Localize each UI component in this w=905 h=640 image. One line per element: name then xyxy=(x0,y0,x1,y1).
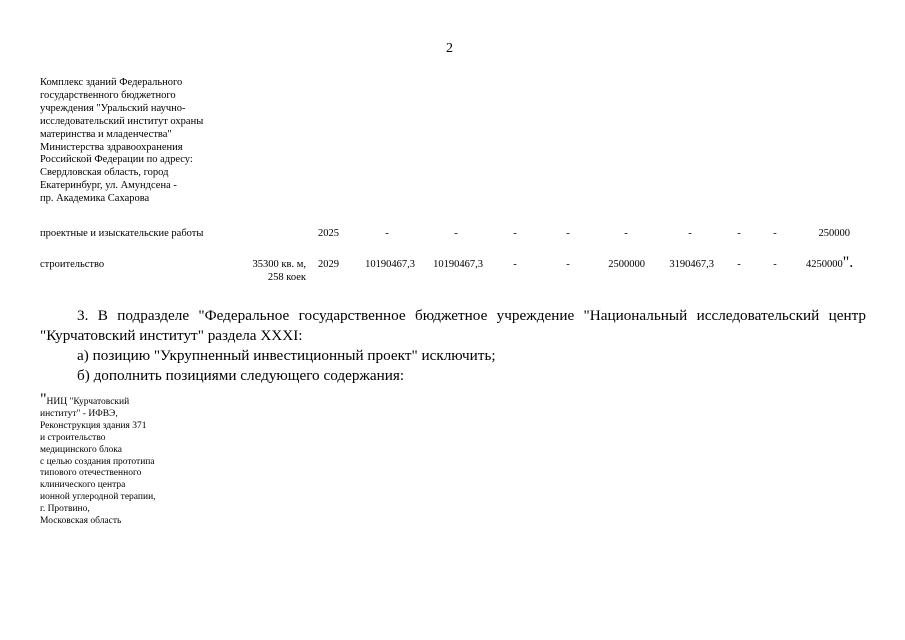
row-capacity-line2: 258 коек xyxy=(267,272,306,283)
object-name-line: Реконструкция здания 371 xyxy=(40,420,147,431)
row-cell: 10190467,3 xyxy=(365,259,415,270)
row-year: 2029 xyxy=(318,259,339,270)
object-name-line: государственного бюджетного xyxy=(40,89,176,101)
item-3-line2: "Курчатовский институт" раздела XXXI: xyxy=(40,327,303,344)
row-cell: - xyxy=(513,228,517,239)
object-name-line: Российской Федерации по адресу: xyxy=(40,154,193,166)
row-cell: - xyxy=(454,228,458,239)
object-name-block xyxy=(40,77,203,206)
closing-quote: ". xyxy=(842,254,854,271)
row-cell: - xyxy=(566,228,570,239)
object-name-line: Комплекс зданий Федерального xyxy=(40,77,183,88)
object-name-line: пр. Академика Сахарова xyxy=(40,193,150,205)
object-name-line: клинического центра xyxy=(40,480,126,491)
row-year: 2025 xyxy=(318,228,339,239)
row-capacity-line1: 35300 кв. м, xyxy=(252,259,306,270)
object-name-line: медицинского блока xyxy=(40,444,122,455)
object-name-line: исследовательский институт охраны xyxy=(40,115,204,127)
row-cell: - xyxy=(513,259,517,270)
object-name-line: материнства и младенчества" xyxy=(40,128,172,140)
object-name-line: институт" - ИФВЭ, xyxy=(40,408,118,419)
object-name-line: Московская область xyxy=(40,516,122,527)
row-cell: - xyxy=(737,259,741,270)
object-name-line xyxy=(40,391,156,409)
object-name-line: учреждения "Уральский научно- xyxy=(40,102,186,114)
object-name-line: Свердловская область, город xyxy=(40,167,169,179)
opening-quote: " xyxy=(40,391,47,408)
row-cell: - xyxy=(737,228,741,239)
row-cell: - xyxy=(566,259,570,270)
object-name-line: с целью создания прототипа xyxy=(40,456,155,467)
row-cell: 3190467,3 xyxy=(669,259,714,270)
item-3-line1: 3. В подразделе "Федеральное государственное бюджетное учреждение "Национальный исследовательский центр xyxy=(77,307,866,324)
object-name-line: г. Протвино, xyxy=(40,504,90,515)
page-number: 2 xyxy=(446,41,453,56)
object-name-text: НИЦ "Курчатовский xyxy=(46,397,130,407)
item-a: а) позицию "Укрупненный инвестиционный проект" исключить; xyxy=(77,347,496,364)
row-cell: - xyxy=(773,228,777,239)
row-name: строительство xyxy=(40,259,105,270)
row-cell: 10190467,3 xyxy=(433,259,483,270)
row-cell: - xyxy=(773,259,777,270)
object-name-line: ионной углеродной терапии, xyxy=(40,492,156,503)
object-name-line: типового отечественного xyxy=(40,468,142,479)
row-cell: 2500000 xyxy=(608,259,645,270)
object-name-line: Екатеринбург, ул. Амундсена - xyxy=(40,180,177,192)
new-object-name-block xyxy=(40,391,156,528)
item-b: б) дополнить позициями следующего содержания: xyxy=(77,367,405,384)
row-cell: - xyxy=(688,228,692,239)
row-name: проектные и изыскательские работы xyxy=(40,228,204,239)
row-total: 250000 xyxy=(818,228,850,239)
row-cell: - xyxy=(624,228,628,239)
row-total-value: 4250000 xyxy=(806,259,843,270)
row-total xyxy=(806,254,854,271)
object-name-line: и строительство xyxy=(40,432,106,443)
object-name-line: Министерства здравоохранения xyxy=(40,141,183,153)
row-cell: - xyxy=(385,228,389,239)
